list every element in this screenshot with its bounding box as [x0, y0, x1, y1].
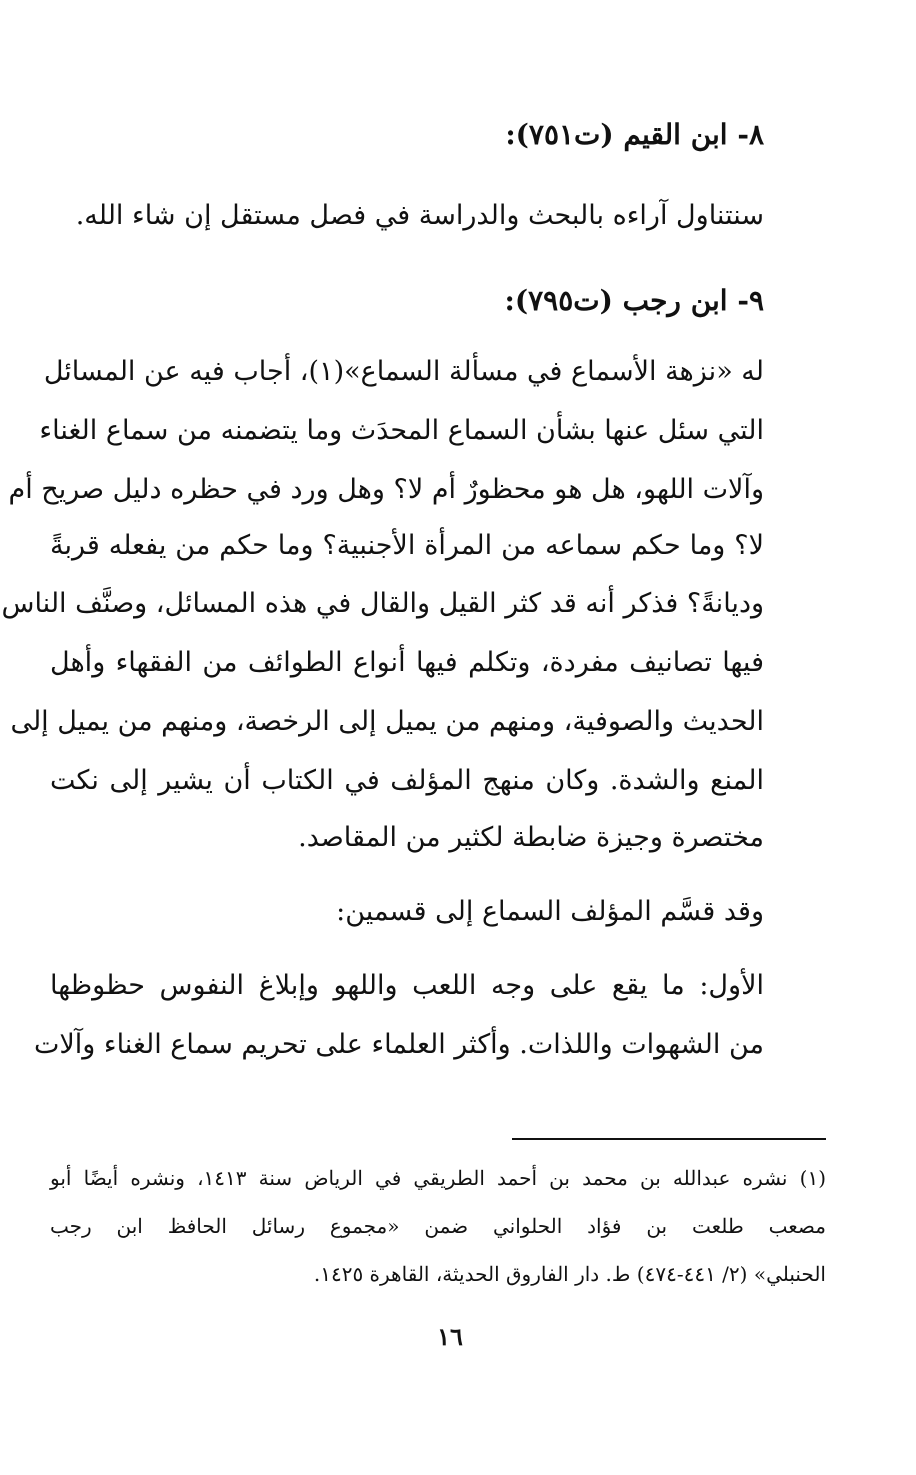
section-text-ibn-al-qayyim: سنتناول آراءه بالبحث والدراسة في فصل مستقل إن شاء الله. — [75, 200, 764, 231]
paragraph-line: المنع والشدة. وكان منهج المؤلف في الكتاب أن يشير إلى نكت — [50, 765, 764, 796]
paragraph-text: وقد قسَّم المؤلف السماع إلى قسمين: — [336, 896, 764, 927]
footnote-divider — [512, 1138, 826, 1140]
section-heading-ibn-rajab: ٩- ابن رجب (ت٧٩٥): — [504, 284, 764, 317]
footnote-line: (١) نشره عبدالله بن محمد بن أحمد الطريقي في الرياض سنة ١٤١٣، ونشره أيضًا أبو — [50, 1166, 826, 1190]
page-number: ١٦ — [437, 1322, 463, 1351]
paragraph-line: الأول: ما يقع على وجه اللعب واللهو وإبلاغ النفوس حظوظها — [50, 970, 764, 1001]
paragraph-line: وديانةً؟ فذكر أنه قد كثر القيل والقال في هذه المسائل، وصنَّف الناس — [1, 588, 764, 619]
paragraph-line: مختصرة وجيزة ضابطة لكثير من المقاصد. — [298, 822, 764, 853]
paragraph-line: الحديث والصوفية، ومنهم من يميل إلى الرخصة، ومنهم من يميل إلى — [10, 706, 764, 737]
paragraph-line: لا؟ وما حكم سماعه من المرأة الأجنبية؟ وما حكم من يفعله قربةً — [50, 530, 764, 561]
footnote-line: مصعب طلعت بن فؤاد الحلواني ضمن «مجموع رسائل الحافظ ابن رجب — [50, 1214, 826, 1238]
paragraph-line: التي سئل عنها بشأن السماع المحدَث وما يتضمنه من سماع الغناء — [39, 415, 764, 446]
paragraph-line: فيها تصانيف مفردة، وتكلم فيها أنواع الطوائف من الفقهاء وأهل — [50, 647, 764, 678]
section-heading-ibn-al-qayyim: ٨- ابن القيم (ت٧٥١): — [505, 118, 764, 151]
paragraph-line: وآلات اللهو، هل هو محظورٌ أم لا؟ وهل ورد في حظره دليل صريح أم — [8, 474, 764, 505]
paragraph-line: له «نزهة الأسماع في مسألة السماع»(١)، أجاب فيه عن المسائل — [43, 356, 764, 387]
footnote-line: الحنبلي» (٢/ ٤٤١-٤٧٤) ط. دار الفاروق الحديثة، القاهرة ١٤٢٥. — [313, 1262, 826, 1286]
paragraph-line: من الشهوات واللذات. وأكثر العلماء على تحريم سماع الغناء وآلات — [33, 1029, 764, 1060]
